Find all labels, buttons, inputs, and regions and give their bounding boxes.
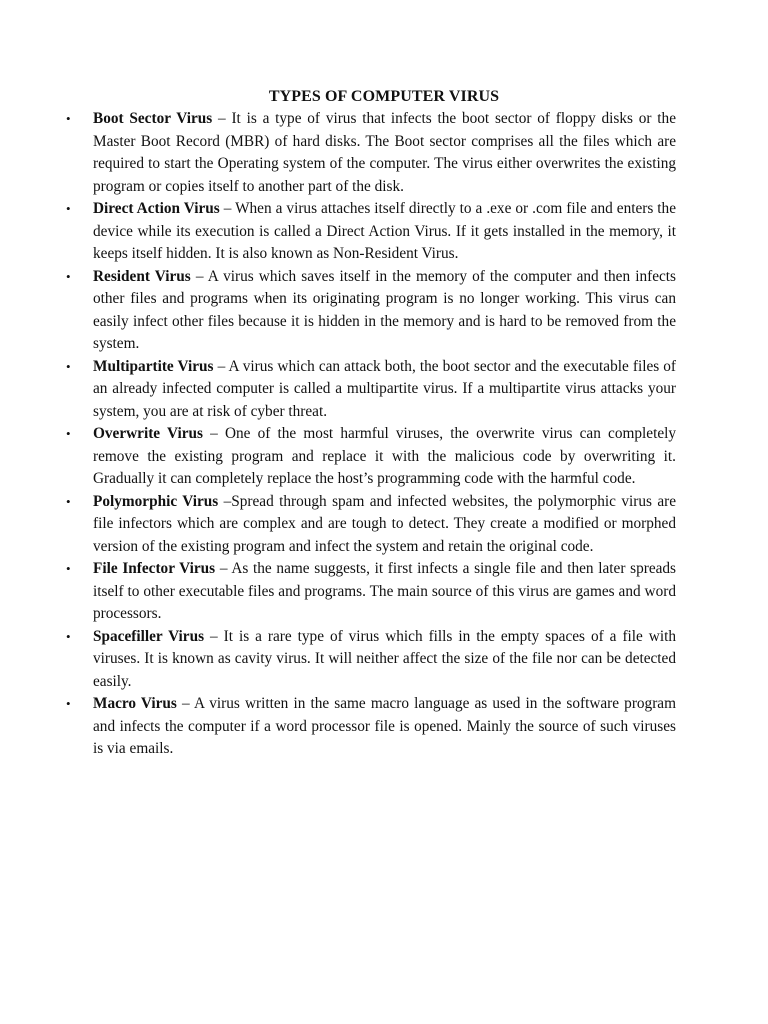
- bullet-icon: •: [66, 561, 71, 576]
- separator: –: [204, 627, 224, 645]
- bullet-icon: •: [66, 358, 71, 374]
- bullet-icon: •: [66, 111, 71, 126]
- list-item: [66, 626, 676, 694]
- list-item: [66, 198, 676, 266]
- bullet-icon: •: [66, 696, 71, 711]
- virus-description: Spread through spam and infected websites, the polymorphic virus are file infectors which are complex and are tough to detect. They create a modified or morphed version of the existing program and infect the system and retain the original code.: [93, 492, 676, 555]
- separator: –: [213, 357, 229, 375]
- virus-term: Resident Virus: [93, 267, 191, 285]
- virus-term: Spacefiller Virus: [93, 627, 205, 645]
- virus-description: A virus written in the same macro language as used in the software program and infects the computer if a word processor file is opened. Mainly the source of such viruses is via emails.: [93, 695, 676, 757]
- separator: –: [212, 110, 232, 127]
- bullet-icon: •: [66, 426, 71, 441]
- separator: –: [219, 200, 236, 217]
- virus-term: Macro Virus: [93, 695, 177, 712]
- bullet-icon: •: [66, 628, 71, 644]
- list-item: [66, 266, 676, 356]
- virus-types-list: [66, 108, 676, 761]
- virus-term: Overwrite Virus: [93, 425, 203, 442]
- virus-description: A virus which saves itself in the memory of the computer and then infects other files and programs when its originating program is no longer working. This virus can easily infect other files because it is hidden in the memory and is hard to be removed from the system.: [93, 267, 676, 352]
- separator: –: [218, 492, 232, 510]
- virus-term: Boot Sector Virus: [93, 110, 213, 127]
- separator: –: [215, 560, 232, 577]
- list-item: [66, 558, 676, 626]
- virus-description: One of the most harmful viruses, the overwrite virus can completely remove the existing program and replace it with the malicious code by overwriting it. Gradually it can completely replace the host’s programming code with the harmful code.: [93, 425, 677, 487]
- bullet-icon: •: [66, 493, 71, 509]
- list-item: [66, 423, 676, 491]
- document-title: TYPES OF COMPUTER VIRUS: [268, 88, 500, 105]
- virus-description: As the name suggests, it first infects a single file and then later spreads itself to other executable files and programs. The main source of this virus are games and word processors.: [93, 560, 676, 622]
- virus-description: When a virus attaches itself directly to a .exe or .com file and enters the device while its execution is called a Direct Action Virus. If it gets installed in the memory, it keeps itself hidden. It is also known as Non-Resident Virus.: [93, 200, 676, 262]
- virus-description: It is a type of virus that infects the boot sector of floppy disks or the Master Boot Record (MBR) of hard disks. The Boot sector comprises all the files which are required to start the Operating system of the computer. The virus either overwrites the existing program or copies itself to another part of the disk.: [93, 110, 676, 195]
- list-item: [66, 491, 676, 559]
- separator: –: [176, 695, 194, 712]
- virus-term: Direct Action Virus: [93, 200, 220, 217]
- list-item: [66, 356, 676, 424]
- virus-term: File Infector Virus: [93, 560, 216, 577]
- virus-term: Polymorphic Virus: [93, 492, 219, 510]
- virus-description: A virus which can attack both, the boot sector and the executable files of an already infected computer is called a multipartite virus. If a multipartite virus attacks your system, you are at risk of cyber threat.: [93, 357, 677, 420]
- separator: –: [202, 425, 225, 442]
- bullet-icon: •: [66, 268, 71, 284]
- virus-description: It is a rare type of virus which fills in the empty spaces of a file with viruses. It is known as cavity virus. It will neither affect the size of the file nor can be detected easily.: [93, 627, 676, 690]
- list-item: [66, 693, 676, 761]
- virus-term: Multipartite Virus: [93, 357, 214, 375]
- list-item: [66, 108, 676, 198]
- bullet-icon: •: [66, 201, 71, 216]
- separator: –: [190, 267, 208, 285]
